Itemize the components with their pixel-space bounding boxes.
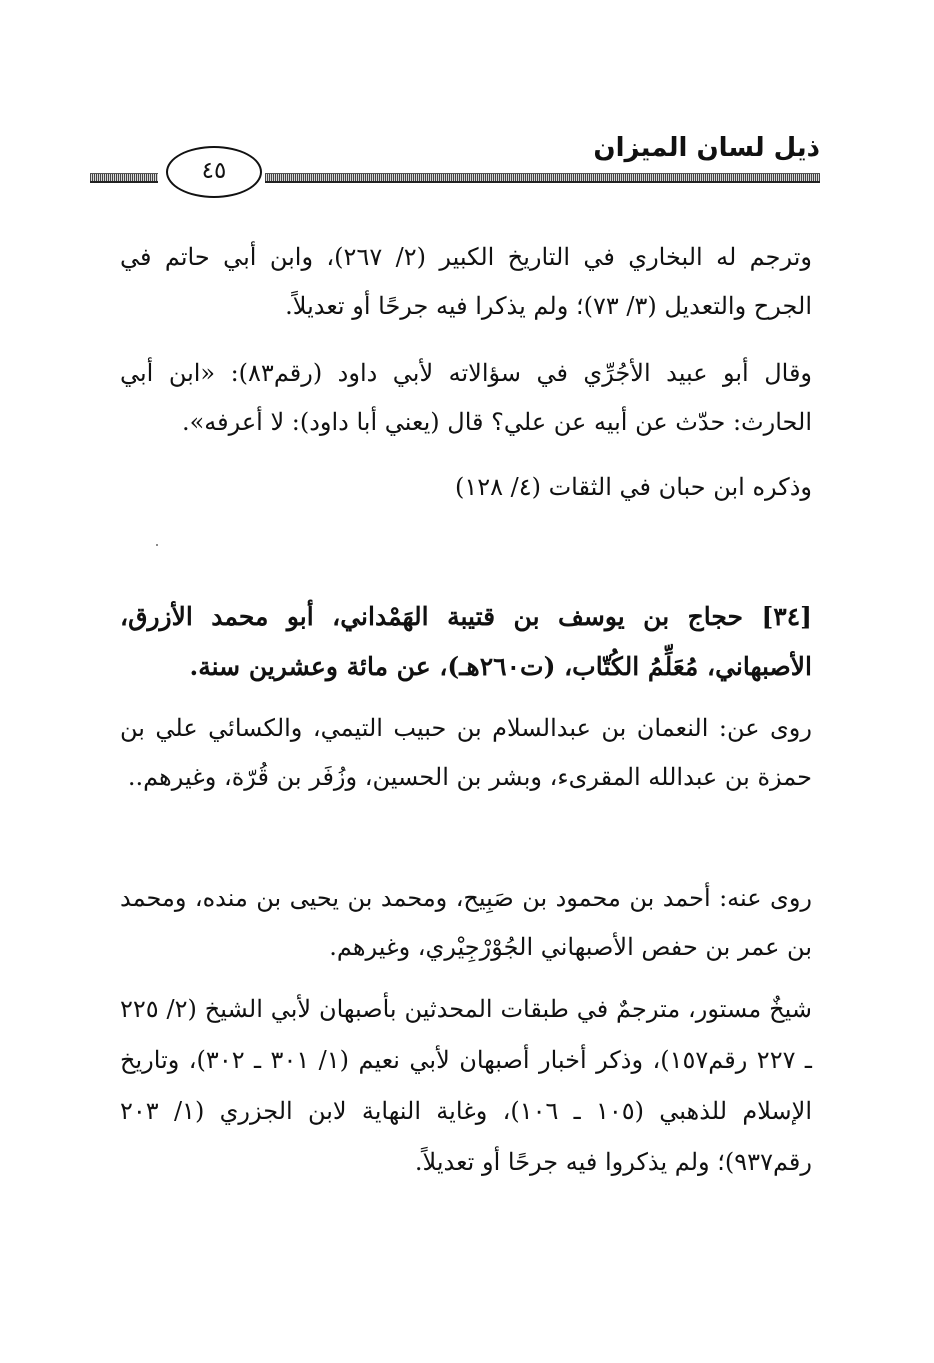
page-speck — [156, 544, 158, 546]
paragraph-ajurri-question: وقال أبو عبيد الأجُرِّي في سؤالاته لأبي داود (رقم٨٣): «ابن أبي الحارث: حدّث عن أبيه عن علي؟ قال (يعني أبا داود): لا أعرفه». — [120, 359, 812, 436]
header-rule-right — [265, 173, 820, 183]
entry-title: [٣٤] حجاج بن يوسف بن قتيبة الهَمْداني، أبو محمد الأزرق، الأصبهاني، مُعَلِّمُ الكُتّاب، (ت٢٦٠هـ)، عن مائة وعشرين سنة. — [120, 602, 812, 681]
page-number: ٤٥ — [166, 146, 262, 198]
paragraph-ibn-hibban: وذكره ابن حبان في الثقات (٤/ ١٢٨) — [454, 473, 812, 501]
header-rule-left — [90, 173, 158, 183]
page-header — [90, 128, 820, 188]
paragraph-narrated-by: روى عنه: أحمد بن محمود بن صَبِيح، ومحمد بن يحيى بن منده، ومحمد بن عمر بن حفص الأصبهاني الجُوْرْجِيْري، وغيرهم. — [120, 884, 812, 961]
book-title: ذيل لسان الميزان — [593, 133, 820, 163]
paragraph-assessment: شيخٌ مستور، مترجمٌ في طبقات المحدثين بأصبهان لأبي الشيخ (٢/ ٢٢٥ ـ ٢٢٧ رقم١٥٧)، وذكر أخبار أصبهان لأبي نعيم (١/ ٣٠١ ـ ٣٠٢)، وتاريخ الإسلام للذهبي (١٠٥ ـ ١٠٦)، وغاية النهاية لابن الجزري (١/ ٢٠٣ رقم٩٣٧)؛ ولم يذكروا فيه جرحًا أو تعديلاً. — [120, 995, 812, 1176]
paragraph-narrated-from: روى عن: النعمان بن عبدالسلام بن حبيب التيمي، والكسائي علي بن حمزة بن عبدالله المقرىء، وبشر بن الحسين، وزُفَر بن قُرّة، وغيرهم.. — [120, 714, 812, 791]
paragraph-bukhari-reference: وترجم له البخاري في التاريخ الكبير (٢/ ٢٦٧)، وابن أبي حاتم في الجرح والتعديل (٣/ ٧٣)؛ ولم يذكرا فيه جرحًا أو تعديلاً. — [120, 243, 813, 320]
